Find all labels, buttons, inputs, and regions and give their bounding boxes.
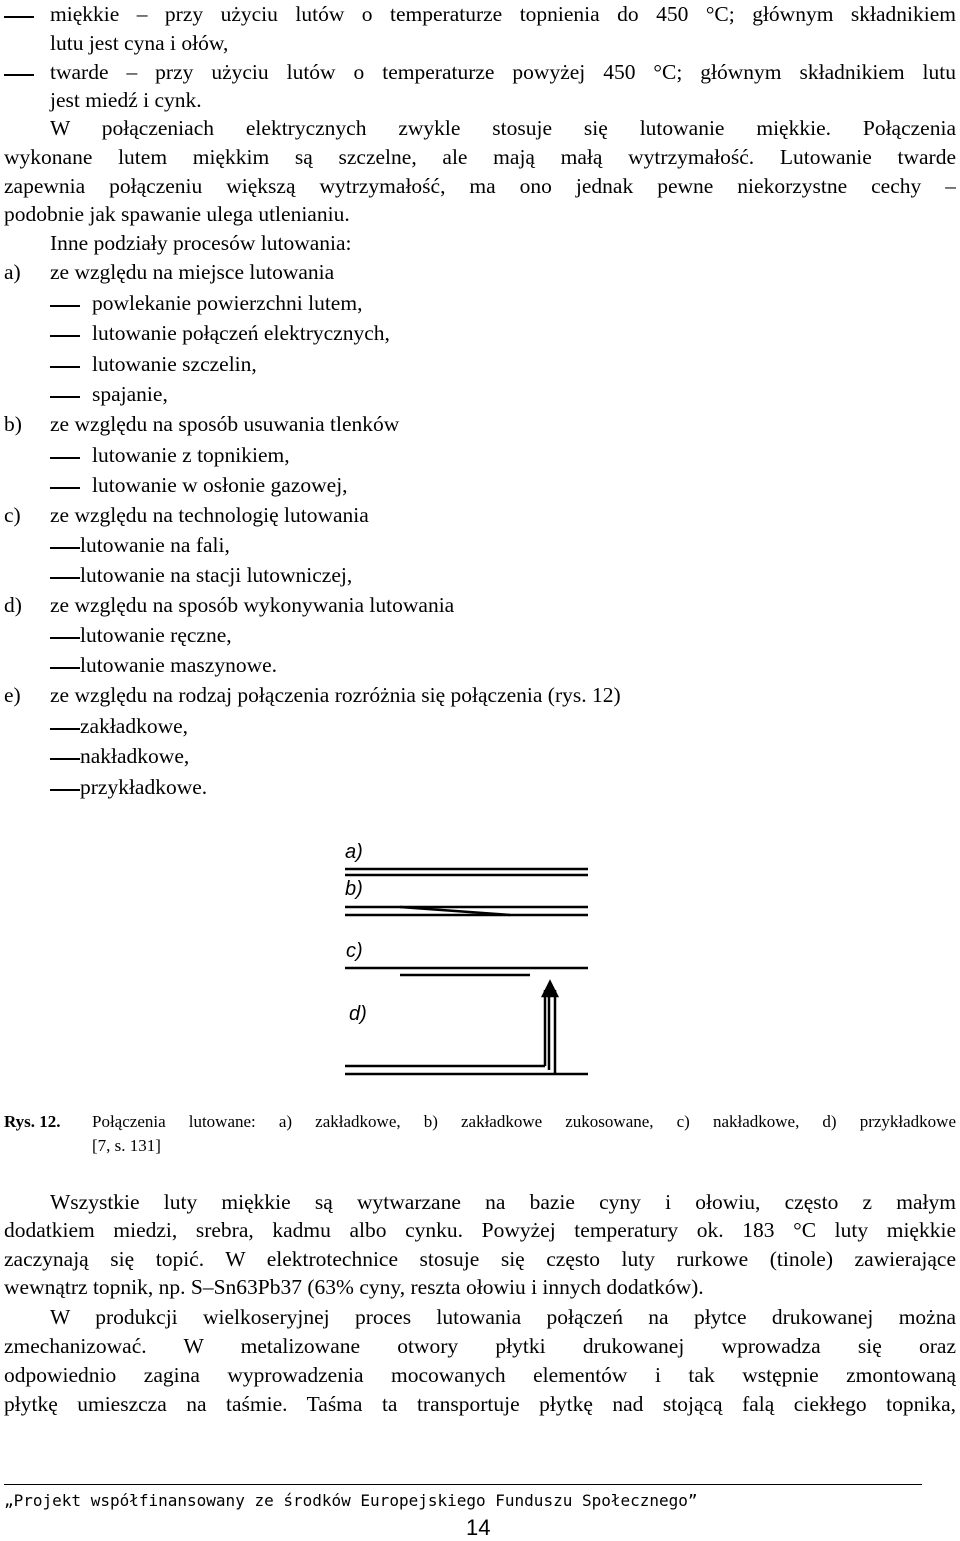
footer-text: „Projekt współfinansowany ze środków Europejskiego Funduszu Społecznego”: [4, 1491, 698, 1510]
intro-item-2-line-2: jest miedź i cynk.: [50, 88, 202, 112]
paragraph-2-line-2: dodatkiem miedzi, srebra, kadmu albo cynku. Powyżej temperatury ok. 183 °C luty miękkie: [4, 1218, 956, 1242]
group-b-title: ze względu na sposób usuwania tlenków: [50, 412, 400, 436]
paragraph-1-line-2: wykonane lutem miękkim są szczelne, ale mają małą wytrzymałość. Lutowanie twarde: [4, 145, 956, 169]
group-d-letter: d): [4, 593, 22, 617]
intro-item-1-line-2: lutu jest cyna i ołów,: [50, 31, 229, 55]
divisions-intro: Inne podziały procesów lutowania:: [50, 231, 352, 255]
group-c-item: lutowanie na stacji lutowniczej,: [80, 563, 353, 587]
figure-caption-line-1: Połączenia lutowane: a) zakładkowe, b) zakładkowe zukosowane, c) nakładkowe, d) przykładkowe: [92, 1112, 956, 1131]
group-b-item: lutowanie w osłonie gazowej,: [92, 473, 348, 497]
group-e-item: przykładkowe.: [80, 775, 208, 799]
group-e-item: zakładkowe,: [80, 714, 189, 738]
paragraph-2-line-4: wewnątrz topnik, np. S–Sn63Pb37 (63% cyny, reszta ołowiu i innych dodatków).: [4, 1275, 704, 1299]
group-a-title: ze względu na miejsce lutowania: [50, 260, 335, 284]
joint-d-arrow-icon: [543, 982, 557, 996]
group-a-item: powlekanie powierzchni lutem,: [92, 291, 363, 315]
group-a-item: lutowanie szczelin,: [92, 352, 257, 376]
group-c-title: ze względu na technologię lutowania: [50, 503, 369, 527]
figure-label-d: d): [349, 1003, 367, 1025]
paragraph-3-line-1: W produkcji wielkoseryjnej proces lutowania połączeń na płytce drukowanej można: [50, 1305, 956, 1329]
figure-label-a: a): [345, 841, 363, 863]
group-b-item: lutowanie z topnikiem,: [92, 443, 290, 467]
intro-item-2-line-1: twarde – przy użyciu lutów o temperaturze powyżej 450 °C; głównym składnikiem lutu: [50, 60, 956, 84]
group-d-item: lutowanie maszynowe.: [80, 653, 278, 677]
paragraph-2-line-1: Wszystkie luty miękkie są wytwarzane na bazie cyny i ołowiu, często z małym: [50, 1190, 956, 1214]
group-e-title: ze względu na rodzaj połączenia rozróżnia się połączenia (rys. 12): [50, 683, 621, 707]
page-number: 14: [466, 1515, 491, 1540]
figure-caption-line-2: [7, s. 131]: [92, 1136, 161, 1155]
group-c-item: lutowanie na fali,: [80, 533, 230, 557]
group-e-letter: e): [4, 683, 21, 707]
paragraph-2-line-3: zaczynają się topić. W elektrotechnice stosuje się często luty rurkowe (tinole) zawierające: [4, 1247, 956, 1271]
intro-item-1-line-1: miękkie – przy użyciu lutów o temperaturze topnienia do 450 °C; głównym składnikiem: [50, 2, 956, 26]
paragraph-1-line-1: W połączeniach elektrycznych zwykle stosuje się lutowanie miękkie. Połączenia: [50, 116, 956, 140]
paragraph-3-line-3: odpowiednio zagina wyprowadzenia mocowanych elementów i tak wstępnie zmontowaną: [4, 1363, 956, 1387]
figure-label-b: b): [345, 878, 363, 900]
group-e-item: nakładkowe,: [80, 744, 190, 768]
paragraph-3-line-2: zmechanizować. W metalizowane otwory płytki drukowanej wprowadza się oraz: [4, 1334, 956, 1358]
group-a-letter: a): [4, 260, 21, 284]
paragraph-1-line-4: podobnie jak spawanie ulega utlenianiu.: [4, 202, 350, 226]
group-b-letter: b): [4, 412, 22, 436]
group-d-item: lutowanie ręczne,: [80, 623, 232, 647]
paragraph-3-line-4: płytkę umieszcza na taśmie. Taśma ta transportuje płytkę nad stojącą falą ciekłego topnika,: [4, 1392, 956, 1416]
footer-divider: [4, 1484, 922, 1485]
group-d-title: ze względu na sposób wykonywania lutowania: [50, 593, 455, 617]
figure-caption-number: Rys. 12.: [4, 1112, 61, 1131]
group-a-item: spajanie,: [92, 382, 168, 406]
paragraph-1-line-3: zapewnia połączeniu większą wytrzymałość, ma ono jednak pewne niekorzystne cechy –: [4, 174, 956, 198]
group-c-letter: c): [4, 503, 21, 527]
figure-label-c: c): [346, 940, 363, 962]
group-a-item: lutowanie połączeń elektrycznych,: [92, 321, 390, 345]
